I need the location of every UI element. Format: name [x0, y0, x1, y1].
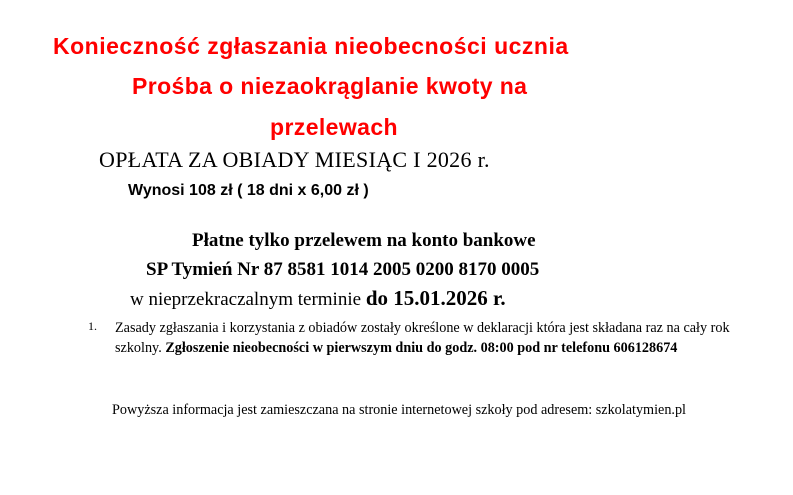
rules-text: Zasady zgłaszania i korzystania z obiadów zostały określone w deklaracji która jest składana raz na cały rok szkolny. [115, 320, 730, 356]
fee-amount: Wynosi 108 zł ( 18 dni x 6,00 zł ) [128, 182, 369, 199]
deadline-prefix: w nieprzekraczalnym terminie [130, 289, 366, 310]
rules-list-item [115, 318, 745, 358]
rules-list-number: 1. [88, 319, 97, 333]
website-info: Powyższa informacja jest zamieszczana na stronie internetowej szkoły pod adresem: szkolatymien.pl [112, 402, 686, 418]
rounding-request-heading: Prośba o niezaokrąglanie kwoty na [132, 73, 528, 99]
fee-title: OPŁATA ZA OBIADY MIESIĄC I 2026 r. [99, 147, 490, 172]
deadline-date: do 15.01.2026 r. [365, 286, 506, 310]
payment-deadline [130, 286, 506, 311]
absence-reporting-rule: Zgłoszenie nieobecności w pierwszym dniu do godz. 08:00 pod nr telefonu 606128674 [165, 340, 678, 356]
transfer-only-notice: Płatne tylko przelewem na konto bankowe [192, 230, 536, 251]
rounding-request-heading-continued: przelewach [270, 114, 398, 140]
absence-notice-heading: Konieczność zgłaszania nieobecności ucznia [53, 33, 569, 59]
bank-account-number: SP Tymień Nr 87 8581 1014 2005 0200 8170 0005 [146, 259, 540, 280]
